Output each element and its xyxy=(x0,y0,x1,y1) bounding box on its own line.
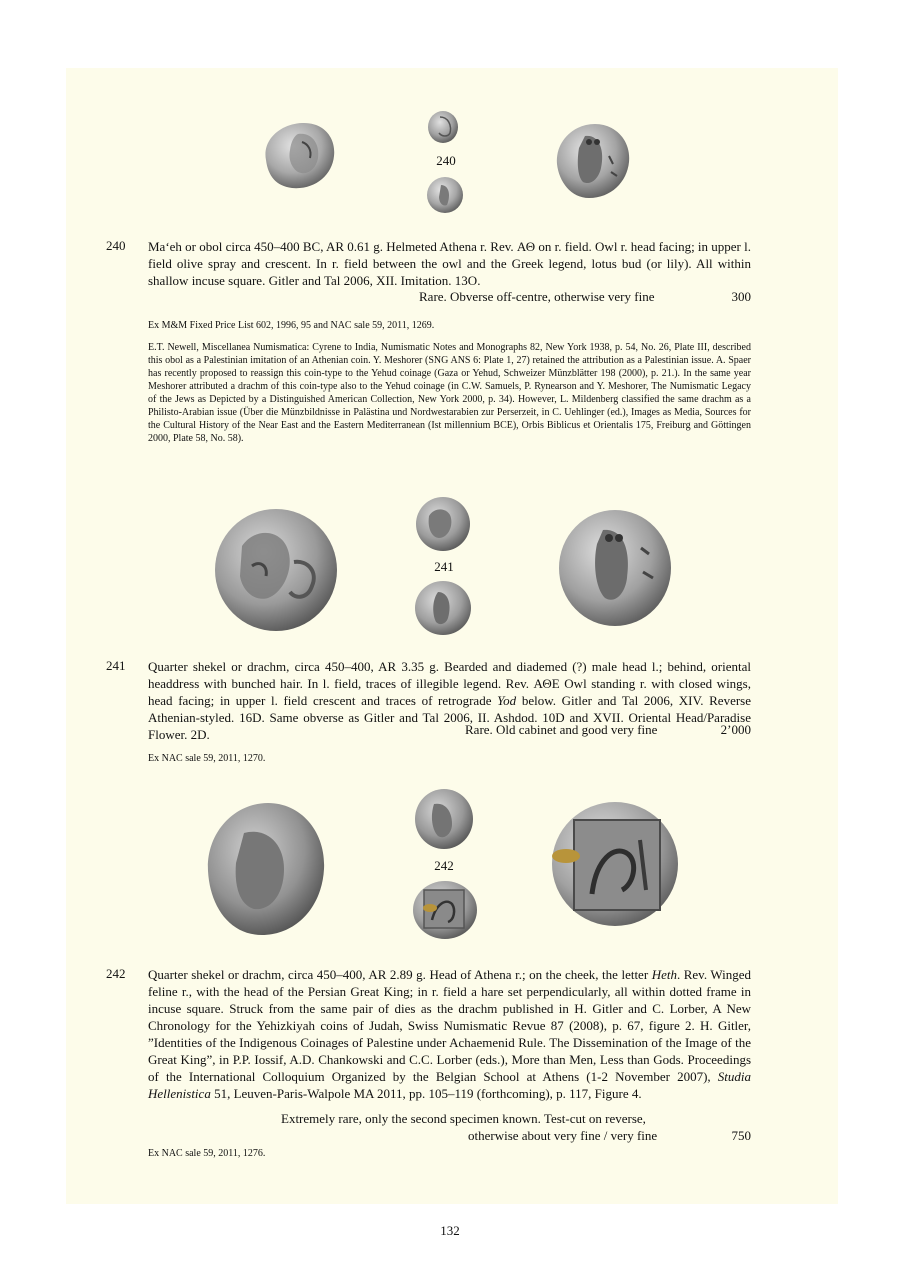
coin-241-obverse-actual xyxy=(415,496,471,552)
coin-241-number-label: 241 xyxy=(434,559,454,574)
coin-242-obverse-actual xyxy=(414,788,474,850)
lot-241-price: 2’000 xyxy=(720,722,751,737)
lot-242-price: 750 xyxy=(731,1128,751,1143)
coin-242-number-label: 242 xyxy=(434,858,454,873)
coin-240-reverse-actual xyxy=(425,175,465,215)
lot-240-commentary: E.T. Newell, Miscellanea Numismatica: Cyrene to India, Numismatic Notes and Monographs 82, New York 1938, p. 54, No. 26, Plate III, described this obol as a Palestinian imitation of an Athenian coin. Y. Meshorer (SNG ANS 6: Plate 1, 27) retained the attribution as a Palestinian issue. A. Spaer has recently proposed to reassign this coin-type to the Yehud coinage (Gaza or Yehud, Schweizer Münzblätter 198 (2000), p. 21.). In the same year Meshorer attributed a drachm of this coin-type also to the Yehud coinage (in C.W. Samuels, P. Rynearson and Y. Meshorer, The Numismatic Legacy of the Jews as Depicted by a Distinguished American Collection, New York 2000, p. 34). However, L. Mildenberg classified the same drachm as a Philisto-Arabian issue (Über die Münzbildnisse in Palästina und Nordwestarabien zur Perserzeit, in C. Uehlinger (ed.), Images as Media, Sources for the Cultural History of the Near East and the Eastern Mediterranean (Ist millennium BCE), Orbis Biblicus et Orientalis 175, Freiburg and Göttingen 2000, Plate 58, No. 58). xyxy=(148,342,751,444)
lot-242-provenance: Ex NAC sale 59, 2011, 1276. xyxy=(148,1148,266,1159)
lot-241-provenance: Ex NAC sale 59, 2011, 1270. xyxy=(148,753,266,764)
coin-240-reverse-enlarged xyxy=(551,120,633,202)
lot-240-description: Ma‘eh or obol circa 450–400 BC, AR 0.61 g. Helmeted Athena r. Rev. ΑΘ on r. field. Owl r. head facing; in upper l. field olive spray and crescent. In r. field between the owl and the Greek legend, lotus bud (or lily). All within shallow incuse square. Gitler and Tal 2006, XII. Imitation. 13O. xyxy=(148,239,752,288)
coin-241-obverse-enlarged xyxy=(212,506,340,634)
coin-241-reverse-actual xyxy=(414,580,472,636)
lot-241-number: 241 xyxy=(106,658,126,673)
lot-240-provenance: Ex M&M Fixed Price List 602, 1996, 95 and NAC sale 59, 2011, 1269. xyxy=(148,320,435,331)
coin-242-reverse-actual xyxy=(412,880,478,940)
coin-240-number-label: 240 xyxy=(436,153,456,168)
lot-240-condition: Rare. Obverse off-centre, otherwise very fine xyxy=(419,289,655,304)
page-number: 132 xyxy=(440,1223,460,1238)
coin-242-reverse-enlarged xyxy=(550,800,680,928)
lot-240-number: 240 xyxy=(106,238,126,253)
coin-242-obverse-enlarged xyxy=(200,799,330,939)
lot-242-number: 242 xyxy=(106,966,126,981)
lot-242-description: Quarter shekel or drachm, circa 450–400, AR 2.89 g. Head of Athena r.; on the cheek, the letter Heth. Rev. Winged feline r., with the head of the Persian Great King; in r. field a hare set perpendicularly, all within dotted frame in incuse square. Struck from the same pair of dies as the drachm published in H. Gitler and C. Lorber, A New Chronology for the Yehizkiyah coins of Judah, Swiss Numismatic Revue 87 (2008), p. 67, figure 2. H. Gitler, ”Identities of the Indigenous Coinages of Palestine under Achaemenid Rule. The Dissemination of the Image of the Great King”, in P.P. Iossif, A.D. Chankowski and C.C. Lorber (eds.), More than Men, Less than Gods. Proceedings of the International Colloquium Organized by the Belgian School at Athens (1-2 November 2007), Studia Hellenistica 51, Leuven-Paris-Walpole MA 2011, pp. 105–119 (forthcoming), p. 117, Figure 4. xyxy=(148,967,751,1101)
coin-240-obverse-actual xyxy=(426,109,460,145)
lot-242-condition-line1: Extremely rare, only the second specimen known. Test-cut on reverse, xyxy=(281,1111,646,1126)
coin-241-reverse-enlarged xyxy=(557,508,673,628)
lot-240-price: 300 xyxy=(731,289,751,304)
coin-240-obverse-enlarged xyxy=(258,120,338,192)
lot-241-description: Quarter shekel or drachm, circa 450–400, AR 3.35 g. Bearded and diademed (?) male head l.; behind, oriental headdress with bunched hair. In l. field, traces of illegible legend. Rev. ΑΘΕ Owl standing r. with closed wings, head facing; in upper l. field crescent and traces of retrograde Yod below. Gitler and Tal 2006, XIV. Reverse Athenian-styled. 16D. Same obverse as Gitler and Tal 2006, II. Ashdod. 10D and XVII. Oriental Head/Paradise Flower. 2D. xyxy=(148,659,751,742)
lot-241-condition: Rare. Old cabinet and good very fine xyxy=(465,722,658,737)
lot-242-condition-line2: otherwise about very fine / very fine xyxy=(468,1128,658,1143)
